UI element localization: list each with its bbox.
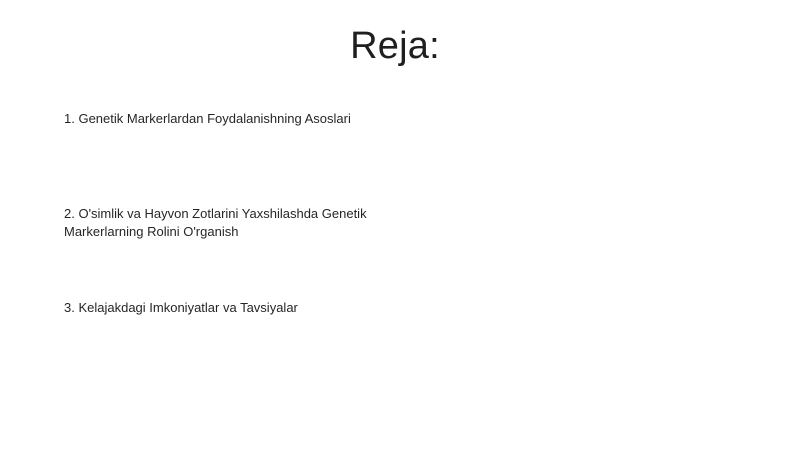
- agenda-item-3: 3. Kelajakdagi Imkoniyatlar va Tavsiyalar: [64, 300, 298, 315]
- agenda-item-1: 1. Genetik Markerlardan Foydalanishning Asoslari: [64, 111, 351, 126]
- slide-title: Reja:: [350, 25, 440, 67]
- agenda-item-2: 2. O'simlik va Hayvon Zotlarini Yaxshilashda Genetik Markerlarning Rolini O'rganish: [64, 206, 367, 239]
